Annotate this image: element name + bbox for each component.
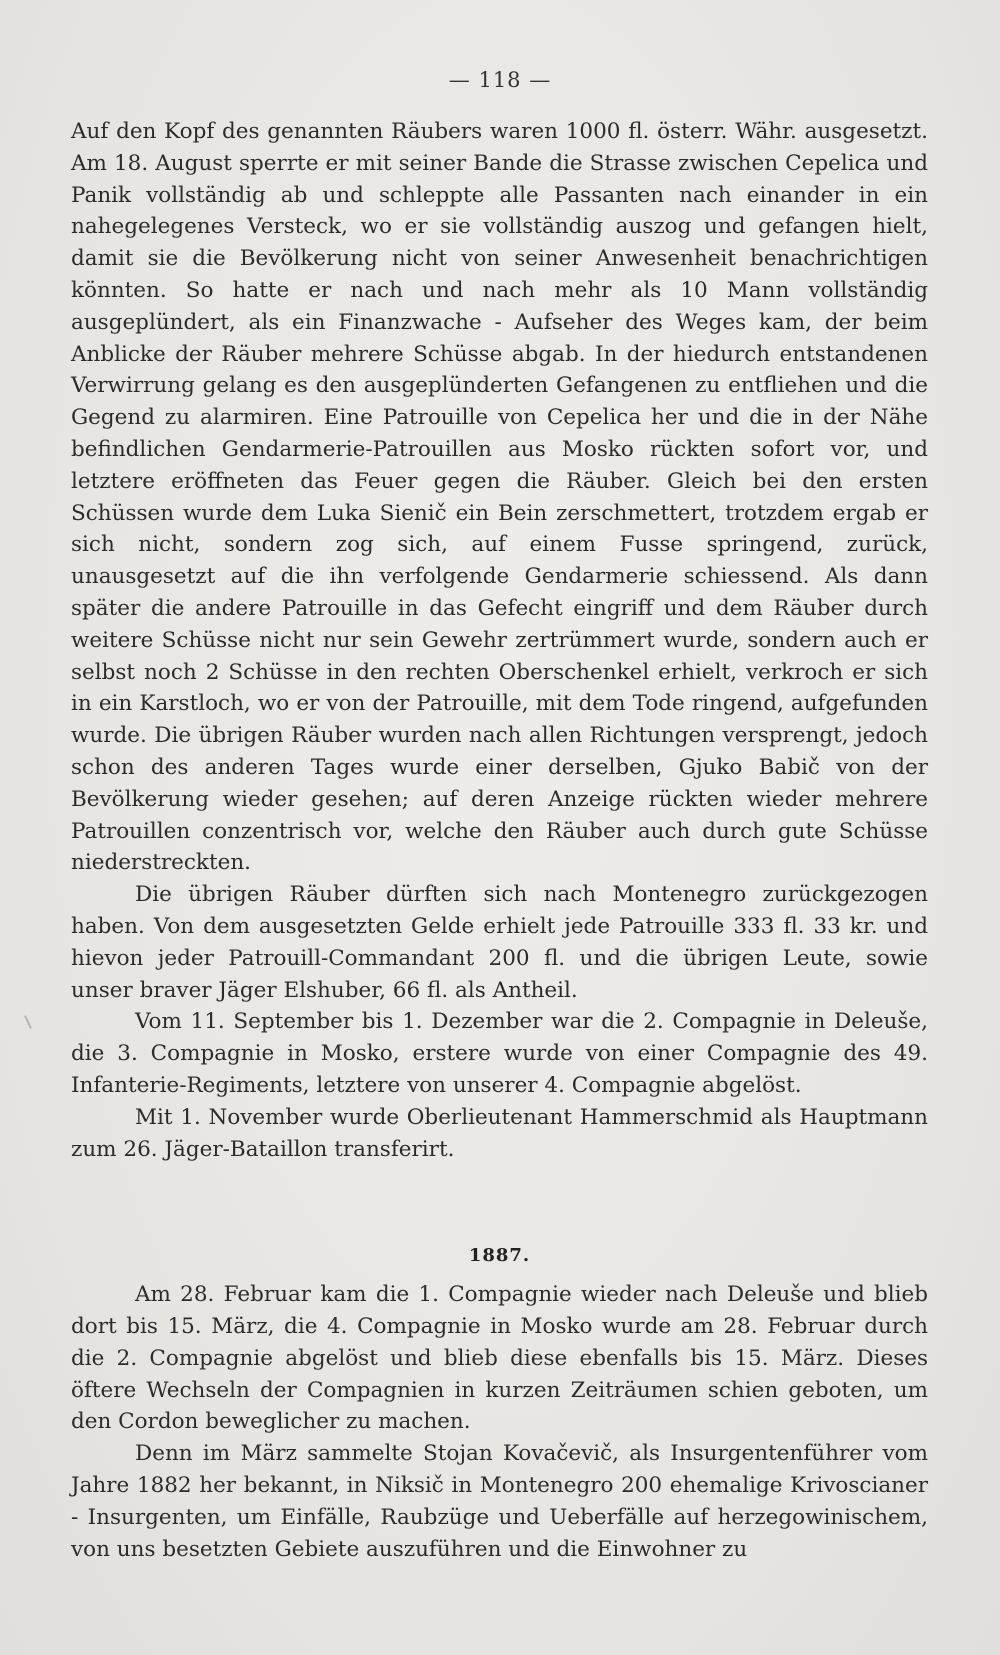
paragraph-reward-distribution: Die übrigen Räuber dürften sich nach Montenegro zurückgezogen haben. Von dem ausgesetzten Gelde erhielt jede Patrouille 333 fl. 33 kr. und hievon jeder Patrouill-Commandant 200 fl. und die übrigen Leute, sowie unser braver Jäger Elshuber, 66 fl. als Antheil. — [71, 882, 928, 1003]
paragraph-raeuber-account: Auf den Kopf des genannten Räubers waren 1000 fl. österr. Währ. ausgesetzt. Am 18. August sperrte er mit seiner Bande die Strasse zwischen Cepelica und Panik vollständig ab und schleppte alle Passanten nach einander in ein nahegelegenes Versteck, wo er sie vollständig auszog und gefangen hielt, damit sie die Bevölkerung nicht von seiner Anwesenheit benachrichtigen könnten. So hatte er nach und nach mehr als 10 Mann vollständig ausgeplündert, als ein Finanzwache - Aufseher des Weges kam, der beim Anblicke der Räuber mehrere Schüsse abgab. In der hiedurch entstandenen Verwirrung gelang es den ausgeplünderten Gefangenen zu entfliehen und die Gegend zu alarmiren. Eine Patrouille von Cepelica her und die in der Nähe befindlichen Gendarmerie-Patrouillen aus Mosko rückten sofort vor, und letztere eröffneten das Feuer gegen die Räuber. Gleich bei den ersten Schüssen wurde dem Luka Sienič ein Bein zerschmettert, trotzdem ergab er sich nicht, sondern zog sich, auf einem Fusse springend, zurück, unausgesetzt auf die ihn verfolgende Gendarmerie schiessend. Als dann später die andere Patrouille in das Gefecht eingriff und dem Räuber durch weitere Schüsse nicht nur sein Gewehr zertrümmert wurde, sondern auch er selbst noch 2 Schüsse in den rechten Oberschenkel erhielt, verkroch er sich in ein Karstloch, wo er von der Patrouille, mit dem Tode ringend, aufgefunden wurde. Die übrigen Räuber wurden nach allen Richtungen versprengt, jedoch schon des anderen Tages wurde einer derselben, Gjuko Babič von der Bevölkerung wieder gesehen; auf deren Anzeige rückten wieder mehrere Patrouillen conzentrisch vor, welche den Räuber auch durch gute Schüsse niederstreckten. — [71, 119, 928, 876]
paragraph-company-positions: Vom 11. September bis 1. Dezember war die 2. Compagnie in Deleuše, die 3. Compagnie in Mosko, erstere wurde von einer Compagnie des 49. Infanterie-Regiments, letztere von unserer 4. Compagnie abgelöst. — [71, 1009, 928, 1098]
paragraph-february-rotation: Am 28. Februar kam die 1. Compagnie wieder nach Deleuše und blieb dort bis 15. März, die 4. Compagnie in Mosko wurde am 28. Februar durch die 2. Compagnie abgelöst und blieb diese ebenfalls bis 15. März. Dieses öftere Wechseln der Compagnien in kurzen Zeiträumen schien geboten, um den Cordon beweglicher zu machen. — [71, 1282, 928, 1435]
page-number: — 118 — — [448, 68, 552, 92]
paragraph-transfer: Mit 1. November wurde Oberlieutenant Hammerschmid als Hauptmann zum 26. Jäger-Bataillon transferirt. — [71, 1104, 928, 1162]
page-blemish — [24, 1015, 32, 1029]
section-heading-1887: 1887. — [468, 1245, 531, 1267]
paragraph-march-insurgents: Denn im März sammelte Stojan Kovačevič, als Insurgentenführer vom Jahre 1882 her bekannt, in Niksič in Montenegro 200 ehemalige Krivoscianer - Insurgenten, um Einfälle, Raubzüge und Ueberfälle auf herzegowinischem, von uns besetzten Gebiete auszuführen und die Einwohner zu — [71, 1441, 928, 1562]
page-content — [71, 116, 928, 1565]
